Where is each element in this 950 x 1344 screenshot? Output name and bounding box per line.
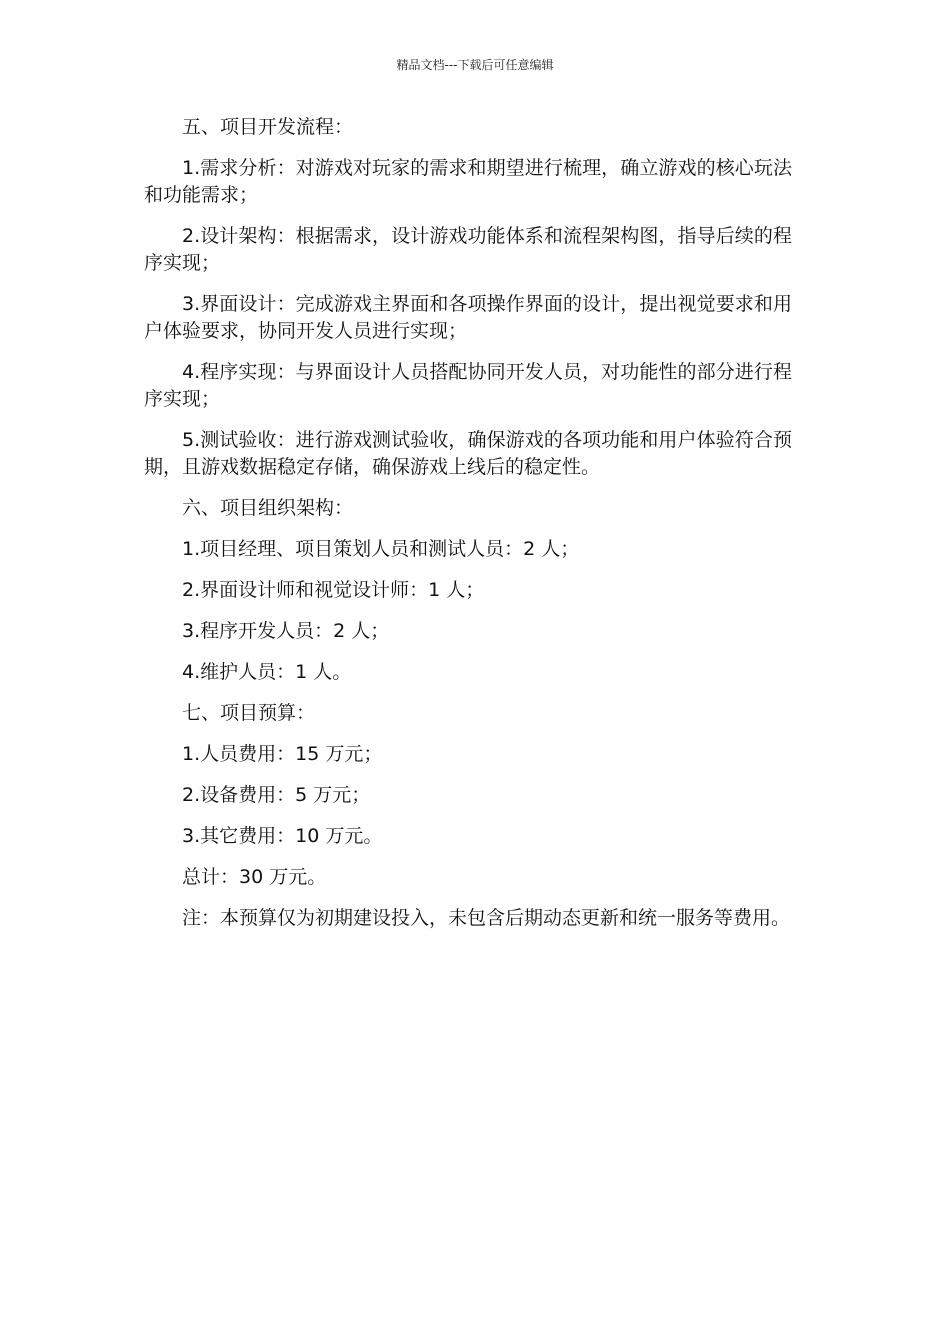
list-item-testing-acceptance: 5.测试验收：进行游戏测试验收，确保游戏的各项功能和用户体验符合预期，且游戏数据稳定存储，确保游戏上线后的稳定性。	[144, 429, 792, 478]
section-heading-development-process: 五、项目开发流程：	[182, 116, 354, 138]
list-item-personnel-cost: 1.人员费用：15 万元；	[182, 743, 383, 765]
list-item-design-architecture: 2.设计架构：根据需求，设计游戏功能体系和流程架构图，指导后续的程序实现；	[144, 225, 792, 274]
section-heading-organization: 六、项目组织架构：	[182, 497, 354, 519]
list-item-maintenance: 4.维护人员：1 人。	[182, 661, 352, 683]
document-body	[144, 114, 792, 946]
list-item-requirements-analysis: 1.需求分析：对游戏对玩家的需求和期望进行梳理，确立游戏的核心玩法和功能需求；	[144, 157, 792, 206]
budget-note: 注：本预算仅为初期建设投入，未包含后期动态更新和统一服务等费用。	[182, 907, 791, 929]
list-item-manager-planner-tester: 1.项目经理、项目策划人员和测试人员：2 人；	[182, 538, 580, 560]
budget-total: 总计：30 万元。	[182, 866, 327, 888]
section-heading-budget: 七、项目预算：	[182, 702, 316, 724]
page-header: 精品文档---下载后可任意编辑	[396, 58, 554, 72]
list-item-ui-visual-designer: 2.界面设计师和视觉设计师：1 人；	[182, 579, 485, 601]
list-item-program-implementation: 4.程序实现：与界面设计人员搭配协同开发人员，对功能性的部分进行程序实现；	[144, 361, 792, 410]
list-item-other-cost: 3.其它费用：10 万元。	[182, 825, 383, 847]
list-item-equipment-cost: 2.设备费用：5 万元；	[182, 784, 371, 806]
list-item-interface-design: 3.界面设计：完成游戏主界面和各项操作界面的设计，提出视觉要求和用户体验要求，协同开发人员进行实现；	[144, 293, 792, 342]
list-item-developers: 3.程序开发人员：2 人；	[182, 620, 390, 642]
